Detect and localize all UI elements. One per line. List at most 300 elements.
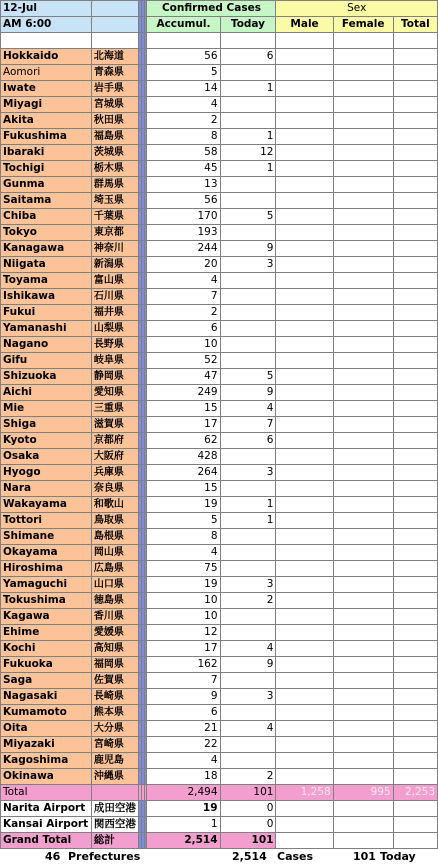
blank-cell[interactable]	[276, 817, 333, 833]
prefecture-name-jp[interactable]: 秋田県	[91, 113, 138, 129]
blank-cell[interactable]	[276, 833, 333, 849]
prefecture-name-jp[interactable]: 山口県	[91, 577, 138, 593]
sex-cell[interactable]	[393, 689, 437, 705]
airport-today[interactable]: 0	[220, 801, 276, 817]
accumulated-cell[interactable]: 15	[147, 401, 220, 417]
accumulated-cell[interactable]: 249	[147, 385, 220, 401]
sex-cell[interactable]	[333, 385, 393, 401]
sex-cell[interactable]	[333, 641, 393, 657]
today-header[interactable]: Today	[220, 17, 276, 33]
accumulated-cell[interactable]: 7	[147, 289, 220, 305]
sex-cell[interactable]	[276, 241, 333, 257]
sex-cell[interactable]	[393, 49, 437, 65]
prefecture-name-jp[interactable]: 富山県	[91, 273, 138, 289]
accumulated-cell[interactable]: 19	[147, 497, 220, 513]
sex-cell[interactable]	[393, 289, 437, 305]
sex-cell[interactable]	[393, 497, 437, 513]
prefecture-name-en[interactable]: Tochigi	[1, 161, 92, 177]
prefecture-name-en[interactable]: Oita	[1, 721, 92, 737]
sex-header[interactable]: Sex	[276, 1, 438, 17]
sex-cell[interactable]	[333, 353, 393, 369]
sex-cell[interactable]	[333, 433, 393, 449]
prefecture-name-jp[interactable]: 岩手県	[91, 81, 138, 97]
today-cell[interactable]	[220, 273, 276, 289]
prefecture-name-jp[interactable]: 岐阜県	[91, 353, 138, 369]
sex-cell[interactable]	[393, 449, 437, 465]
sex-cell[interactable]	[393, 625, 437, 641]
prefecture-name-jp[interactable]: 熊本県	[91, 705, 138, 721]
sex-cell[interactable]	[393, 657, 437, 673]
sex-cell[interactable]	[393, 577, 437, 593]
total-male[interactable]: 1,258	[276, 785, 333, 801]
sex-cell[interactable]	[276, 449, 333, 465]
airport-name-jp[interactable]: 関西空港	[91, 817, 138, 833]
confirmed-cases-header[interactable]: Confirmed Cases	[147, 1, 276, 17]
accumulated-cell[interactable]: 56	[147, 49, 220, 65]
sex-cell[interactable]	[393, 81, 437, 97]
sex-cell[interactable]	[276, 129, 333, 145]
prefecture-name-jp[interactable]: 大阪府	[91, 449, 138, 465]
today-cell[interactable]: 6	[220, 49, 276, 65]
sex-cell[interactable]	[333, 97, 393, 113]
accumulated-cell[interactable]: 22	[147, 737, 220, 753]
prefecture-name-en[interactable]: Tokushima	[1, 593, 92, 609]
sex-cell[interactable]	[393, 353, 437, 369]
prefecture-name-en[interactable]: Gifu	[1, 353, 92, 369]
sex-cell[interactable]	[393, 113, 437, 129]
sex-cell[interactable]	[276, 577, 333, 593]
today-cell[interactable]: 1	[220, 513, 276, 529]
prefecture-name-jp[interactable]: 千葉県	[91, 209, 138, 225]
sex-cell[interactable]	[276, 385, 333, 401]
sex-cell[interactable]	[393, 129, 437, 145]
today-cell[interactable]	[220, 561, 276, 577]
accumulated-cell[interactable]: 62	[147, 433, 220, 449]
today-cell[interactable]: 3	[220, 577, 276, 593]
prefecture-name-jp[interactable]: 群馬県	[91, 177, 138, 193]
header-blank-cell[interactable]	[91, 1, 138, 17]
accumulated-cell[interactable]: 170	[147, 209, 220, 225]
accumulated-cell[interactable]: 8	[147, 129, 220, 145]
sex-cell[interactable]	[393, 465, 437, 481]
sex-total-header[interactable]: Total	[393, 17, 437, 33]
prefecture-name-jp[interactable]: 鳥取県	[91, 513, 138, 529]
today-cell[interactable]	[220, 625, 276, 641]
today-cell[interactable]	[220, 305, 276, 321]
sex-cell[interactable]	[276, 417, 333, 433]
prefecture-name-jp[interactable]: 佐賀県	[91, 673, 138, 689]
accumulated-cell[interactable]: 4	[147, 273, 220, 289]
sex-cell[interactable]	[276, 769, 333, 785]
today-cell[interactable]	[220, 545, 276, 561]
blank-cell[interactable]	[220, 33, 276, 49]
sex-cell[interactable]	[393, 721, 437, 737]
accumulated-cell[interactable]: 58	[147, 145, 220, 161]
accumulated-cell[interactable]: 4	[147, 753, 220, 769]
sex-cell[interactable]	[393, 737, 437, 753]
prefecture-name-jp[interactable]: 愛媛県	[91, 625, 138, 641]
today-cell[interactable]	[220, 113, 276, 129]
sex-cell[interactable]	[333, 337, 393, 353]
sex-cell[interactable]	[393, 561, 437, 577]
prefecture-name-jp[interactable]: 石川県	[91, 289, 138, 305]
sex-cell[interactable]	[393, 609, 437, 625]
prefecture-name-en[interactable]: Kyoto	[1, 433, 92, 449]
sex-cell[interactable]	[333, 721, 393, 737]
today-cell[interactable]: 7	[220, 417, 276, 433]
grand-total-label[interactable]: Grand Total	[1, 833, 92, 849]
today-cell[interactable]: 3	[220, 465, 276, 481]
accumulated-cell[interactable]: 18	[147, 769, 220, 785]
sex-cell[interactable]	[333, 401, 393, 417]
sex-cell[interactable]	[333, 225, 393, 241]
prefecture-name-jp[interactable]: 京都府	[91, 433, 138, 449]
prefecture-name-en[interactable]: Osaka	[1, 449, 92, 465]
sex-cell[interactable]	[276, 497, 333, 513]
sex-cell[interactable]	[393, 209, 437, 225]
accumulated-cell[interactable]: 19	[147, 577, 220, 593]
sex-cell[interactable]	[276, 273, 333, 289]
prefecture-name-en[interactable]: Shiga	[1, 417, 92, 433]
prefecture-name-jp[interactable]: 栃木県	[91, 161, 138, 177]
prefecture-name-jp[interactable]: 島根県	[91, 529, 138, 545]
prefecture-name-en[interactable]: Shizuoka	[1, 369, 92, 385]
female-header[interactable]: Female	[333, 17, 393, 33]
prefecture-name-en[interactable]: Nara	[1, 481, 92, 497]
blank-cell[interactable]	[1, 33, 92, 49]
today-cell[interactable]	[220, 609, 276, 625]
today-cell[interactable]	[220, 449, 276, 465]
airport-accumulated[interactable]: 19	[147, 801, 220, 817]
airport-name-jp[interactable]: 成田空港	[91, 801, 138, 817]
header-blank-cell[interactable]	[91, 17, 138, 33]
sex-cell[interactable]	[333, 113, 393, 129]
sex-cell[interactable]	[393, 529, 437, 545]
prefecture-name-en[interactable]: Ishikawa	[1, 289, 92, 305]
accumulated-cell[interactable]: 21	[147, 721, 220, 737]
prefecture-name-jp[interactable]: 神奈川	[91, 241, 138, 257]
prefecture-name-en[interactable]: Saga	[1, 673, 92, 689]
today-cell[interactable]	[220, 337, 276, 353]
sex-cell[interactable]	[393, 385, 437, 401]
blank-cell[interactable]	[393, 817, 437, 833]
today-cell[interactable]: 6	[220, 433, 276, 449]
today-cell[interactable]: 3	[220, 689, 276, 705]
prefecture-name-en[interactable]: Hyogo	[1, 465, 92, 481]
prefecture-name-en[interactable]: Saitama	[1, 193, 92, 209]
sex-cell[interactable]	[276, 305, 333, 321]
accumulated-cell[interactable]: 7	[147, 673, 220, 689]
airport-name-en[interactable]: Kansai Airport	[1, 817, 92, 833]
accumulated-cell[interactable]: 52	[147, 353, 220, 369]
sex-cell[interactable]	[393, 433, 437, 449]
sex-cell[interactable]	[393, 401, 437, 417]
sex-cell[interactable]	[333, 625, 393, 641]
sex-cell[interactable]	[276, 609, 333, 625]
prefecture-name-en[interactable]: Okayama	[1, 545, 92, 561]
today-cell[interactable]: 5	[220, 209, 276, 225]
prefecture-name-en[interactable]: Hokkaido	[1, 49, 92, 65]
prefecture-name-en[interactable]: Fukuoka	[1, 657, 92, 673]
sex-cell[interactable]	[333, 545, 393, 561]
total-label[interactable]: Total	[1, 785, 92, 801]
accumulated-cell[interactable]: 6	[147, 705, 220, 721]
prefecture-name-jp[interactable]: 滋賀県	[91, 417, 138, 433]
blank-cell[interactable]	[333, 833, 393, 849]
sex-cell[interactable]	[276, 257, 333, 273]
sex-cell[interactable]	[393, 65, 437, 81]
sex-cell[interactable]	[276, 209, 333, 225]
sex-cell[interactable]	[333, 705, 393, 721]
prefecture-name-en[interactable]: Wakayama	[1, 497, 92, 513]
blank-cell[interactable]	[393, 801, 437, 817]
airport-accumulated[interactable]: 1	[147, 817, 220, 833]
sex-cell[interactable]	[393, 145, 437, 161]
sex-cell[interactable]	[393, 513, 437, 529]
today-cell[interactable]	[220, 353, 276, 369]
sex-cell[interactable]	[333, 241, 393, 257]
prefecture-name-en[interactable]: Kanagawa	[1, 241, 92, 257]
accumulated-cell[interactable]: 17	[147, 417, 220, 433]
accumulated-cell[interactable]: 193	[147, 225, 220, 241]
blank-cell[interactable]	[147, 33, 220, 49]
sex-cell[interactable]	[276, 145, 333, 161]
sex-cell[interactable]	[333, 129, 393, 145]
accumulated-cell[interactable]: 12	[147, 625, 220, 641]
sex-cell[interactable]	[276, 529, 333, 545]
sex-cell[interactable]	[276, 721, 333, 737]
sex-cell[interactable]	[276, 433, 333, 449]
prefecture-name-jp[interactable]: 福島県	[91, 129, 138, 145]
sex-cell[interactable]	[393, 641, 437, 657]
today-cell[interactable]: 1	[220, 497, 276, 513]
prefecture-name-jp[interactable]: 北海道	[91, 49, 138, 65]
prefecture-name-en[interactable]: Shimane	[1, 529, 92, 545]
sex-cell[interactable]	[333, 145, 393, 161]
sex-cell[interactable]	[393, 673, 437, 689]
prefecture-name-jp[interactable]: 福岡県	[91, 657, 138, 673]
sex-cell[interactable]	[333, 449, 393, 465]
today-cell[interactable]	[220, 193, 276, 209]
sex-cell[interactable]	[276, 657, 333, 673]
sex-cell[interactable]	[276, 641, 333, 657]
prefecture-name-en[interactable]: Hiroshima	[1, 561, 92, 577]
today-cell[interactable]: 9	[220, 241, 276, 257]
blank-cell[interactable]	[91, 33, 138, 49]
sex-cell[interactable]	[276, 465, 333, 481]
sex-cell[interactable]	[276, 753, 333, 769]
sex-cell[interactable]	[276, 49, 333, 65]
accumulated-cell[interactable]: 56	[147, 193, 220, 209]
sex-cell[interactable]	[333, 369, 393, 385]
sex-cell[interactable]	[333, 321, 393, 337]
blank-cell[interactable]	[276, 33, 333, 49]
sex-cell[interactable]	[333, 513, 393, 529]
today-cell[interactable]	[220, 177, 276, 193]
sex-cell[interactable]	[276, 673, 333, 689]
accumulated-cell[interactable]: 6	[147, 321, 220, 337]
sex-cell[interactable]	[276, 513, 333, 529]
sex-cell[interactable]	[333, 81, 393, 97]
sex-cell[interactable]	[393, 369, 437, 385]
today-cell[interactable]: 1	[220, 129, 276, 145]
sex-cell[interactable]	[393, 769, 437, 785]
prefecture-name-jp[interactable]: 香川県	[91, 609, 138, 625]
blank-cell[interactable]	[393, 833, 437, 849]
sex-cell[interactable]	[393, 97, 437, 113]
sex-cell[interactable]	[276, 321, 333, 337]
prefecture-name-en[interactable]: Kagoshima	[1, 753, 92, 769]
prefecture-name-jp[interactable]: 長野県	[91, 337, 138, 353]
prefecture-name-jp[interactable]: 和歌山	[91, 497, 138, 513]
accumulated-cell[interactable]: 47	[147, 369, 220, 385]
prefecture-name-en[interactable]: Kagawa	[1, 609, 92, 625]
prefecture-name-en[interactable]: Aomori	[1, 65, 92, 81]
sex-cell[interactable]	[393, 161, 437, 177]
prefecture-name-en[interactable]: Tottori	[1, 513, 92, 529]
sex-cell[interactable]	[393, 305, 437, 321]
sex-cell[interactable]	[333, 481, 393, 497]
sex-cell[interactable]	[276, 161, 333, 177]
sex-cell[interactable]	[276, 337, 333, 353]
prefecture-name-en[interactable]: Miyazaki	[1, 737, 92, 753]
prefecture-name-en[interactable]: Fukui	[1, 305, 92, 321]
today-cell[interactable]: 9	[220, 657, 276, 673]
sex-cell[interactable]	[276, 289, 333, 305]
accumulated-cell[interactable]: 5	[147, 513, 220, 529]
today-cell[interactable]: 2	[220, 593, 276, 609]
total-today[interactable]: 101	[220, 785, 276, 801]
sex-cell[interactable]	[333, 193, 393, 209]
sex-cell[interactable]	[333, 257, 393, 273]
blank-cell[interactable]	[393, 33, 437, 49]
sex-cell[interactable]	[333, 737, 393, 753]
prefecture-name-en[interactable]: Toyama	[1, 273, 92, 289]
accumulated-cell[interactable]: 8	[147, 529, 220, 545]
accumulated-cell[interactable]: 2	[147, 305, 220, 321]
sex-cell[interactable]	[333, 657, 393, 673]
prefecture-name-jp[interactable]: 鹿児島	[91, 753, 138, 769]
today-cell[interactable]: 4	[220, 401, 276, 417]
sex-cell[interactable]	[393, 273, 437, 289]
blank-cell[interactable]	[333, 817, 393, 833]
today-cell[interactable]: 4	[220, 721, 276, 737]
prefecture-name-en[interactable]: Fukushima	[1, 129, 92, 145]
prefecture-name-jp[interactable]: 福井県	[91, 305, 138, 321]
prefecture-name-jp[interactable]: 東京都	[91, 225, 138, 241]
today-cell[interactable]	[220, 705, 276, 721]
sex-cell[interactable]	[276, 593, 333, 609]
sex-cell[interactable]	[333, 49, 393, 65]
prefecture-name-jp[interactable]: 愛知県	[91, 385, 138, 401]
today-cell[interactable]	[220, 481, 276, 497]
prefecture-name-en[interactable]: Kochi	[1, 641, 92, 657]
sex-cell[interactable]	[276, 81, 333, 97]
accumulated-cell[interactable]: 264	[147, 465, 220, 481]
accumulated-header[interactable]: Accumul.	[147, 17, 220, 33]
total-blank[interactable]	[91, 785, 138, 801]
sex-cell[interactable]	[333, 465, 393, 481]
sex-cell[interactable]	[333, 593, 393, 609]
sex-cell[interactable]	[393, 177, 437, 193]
prefecture-name-jp[interactable]: 長崎県	[91, 689, 138, 705]
accumulated-cell[interactable]: 14	[147, 81, 220, 97]
total-accumulated[interactable]: 2,494	[147, 785, 220, 801]
today-cell[interactable]: 4	[220, 641, 276, 657]
sex-cell[interactable]	[393, 257, 437, 273]
accumulated-cell[interactable]: 17	[147, 641, 220, 657]
sex-cell[interactable]	[276, 689, 333, 705]
sex-cell[interactable]	[333, 305, 393, 321]
accumulated-cell[interactable]: 4	[147, 545, 220, 561]
prefecture-name-jp[interactable]: 青森県	[91, 65, 138, 81]
prefecture-name-en[interactable]: Mie	[1, 401, 92, 417]
prefecture-name-en[interactable]: Aichi	[1, 385, 92, 401]
prefecture-name-en[interactable]: Tokyo	[1, 225, 92, 241]
grand-total-jp[interactable]: 総計	[91, 833, 138, 849]
prefecture-name-en[interactable]: Yamanashi	[1, 321, 92, 337]
today-cell[interactable]	[220, 97, 276, 113]
prefecture-name-jp[interactable]: 広島県	[91, 561, 138, 577]
today-cell[interactable]	[220, 673, 276, 689]
prefecture-name-jp[interactable]: 奈良県	[91, 481, 138, 497]
accumulated-cell[interactable]: 10	[147, 593, 220, 609]
prefecture-name-jp[interactable]: 埼玉県	[91, 193, 138, 209]
prefecture-name-en[interactable]: Nagasaki	[1, 689, 92, 705]
airport-name-en[interactable]: Narita Airport	[1, 801, 92, 817]
accumulated-cell[interactable]: 10	[147, 337, 220, 353]
accumulated-cell[interactable]: 45	[147, 161, 220, 177]
sex-cell[interactable]	[393, 753, 437, 769]
sex-cell[interactable]	[276, 225, 333, 241]
prefecture-name-en[interactable]: Akita	[1, 113, 92, 129]
today-cell[interactable]: 12	[220, 145, 276, 161]
accumulated-cell[interactable]: 9	[147, 689, 220, 705]
sex-cell[interactable]	[276, 545, 333, 561]
sex-cell[interactable]	[333, 609, 393, 625]
prefecture-name-jp[interactable]: 岡山県	[91, 545, 138, 561]
prefecture-name-en[interactable]: Chiba	[1, 209, 92, 225]
sex-cell[interactable]	[333, 273, 393, 289]
today-cell[interactable]: 1	[220, 161, 276, 177]
sex-cell[interactable]	[276, 481, 333, 497]
sex-cell[interactable]	[393, 337, 437, 353]
accumulated-cell[interactable]: 15	[147, 481, 220, 497]
prefecture-name-en[interactable]: Ehime	[1, 625, 92, 641]
total-female[interactable]: 995	[333, 785, 393, 801]
blank-cell[interactable]	[333, 801, 393, 817]
accumulated-cell[interactable]: 428	[147, 449, 220, 465]
prefecture-name-en[interactable]: Niigata	[1, 257, 92, 273]
sex-cell[interactable]	[333, 161, 393, 177]
prefecture-name-en[interactable]: Kumamoto	[1, 705, 92, 721]
today-cell[interactable]	[220, 225, 276, 241]
sex-cell[interactable]	[276, 705, 333, 721]
prefecture-name-jp[interactable]: 徳島県	[91, 593, 138, 609]
sex-cell[interactable]	[393, 225, 437, 241]
grand-total-accumulated[interactable]: 2,514	[147, 833, 220, 849]
prefecture-name-jp[interactable]: 宮崎県	[91, 737, 138, 753]
sex-cell[interactable]	[333, 497, 393, 513]
prefecture-name-en[interactable]: Okinawa	[1, 769, 92, 785]
accumulated-cell[interactable]: 2	[147, 113, 220, 129]
sex-cell[interactable]	[333, 177, 393, 193]
prefecture-name-en[interactable]: Yamaguchi	[1, 577, 92, 593]
airport-today[interactable]: 0	[220, 817, 276, 833]
today-cell[interactable]: 5	[220, 369, 276, 385]
total-sex-total[interactable]: 2,253	[393, 785, 437, 801]
sex-cell[interactable]	[276, 561, 333, 577]
